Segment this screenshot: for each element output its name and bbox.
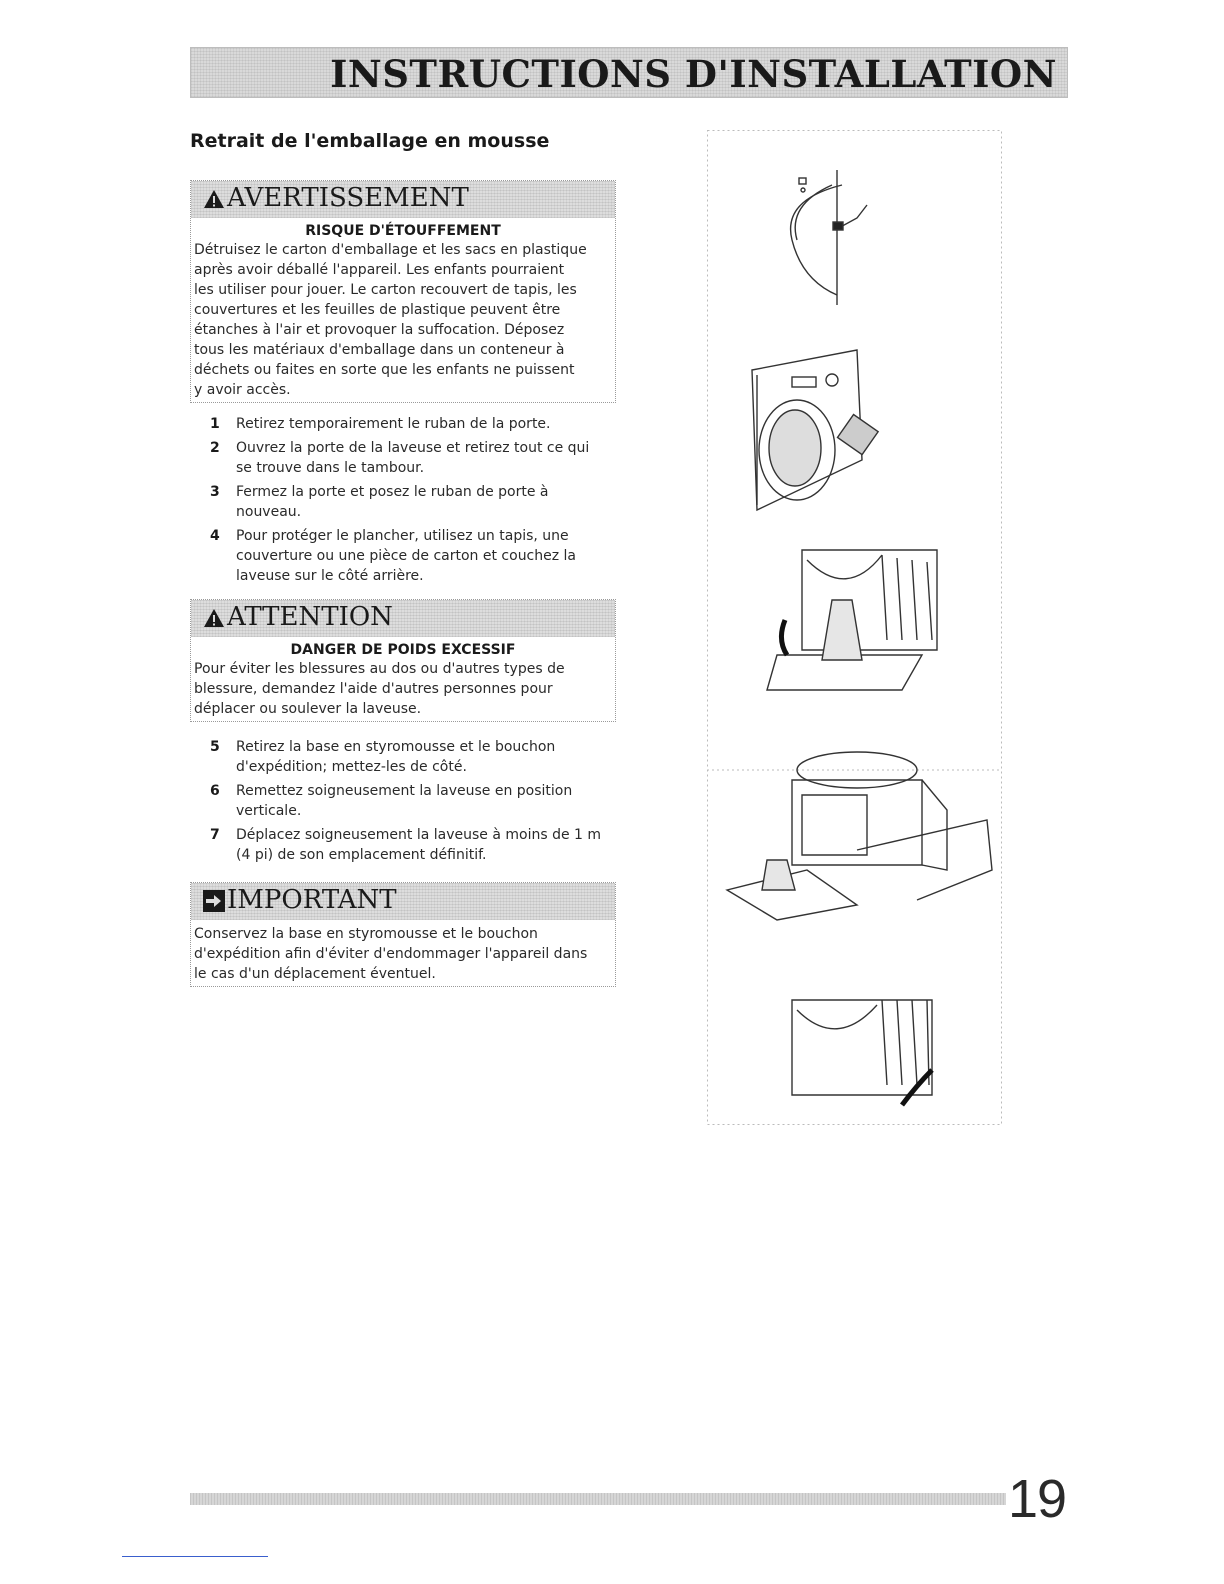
warning-triangle-icon [203, 189, 225, 209]
caution-label: ATTENTION [227, 602, 393, 632]
important-box [190, 882, 616, 987]
door-tape-illustration [791, 170, 867, 305]
step-number: 3 [210, 484, 220, 500]
warning-box [190, 180, 616, 403]
step-number: 7 [210, 827, 220, 843]
caution-subtitle: DANGER DE POIDS EXCESSIF [290, 642, 516, 658]
list-item [210, 825, 610, 865]
step-text: Retirez temporairement le ruban de la porte. [236, 416, 551, 432]
step-text: Ouvrez la porte de la laveuse et retirez tout ce qui se trouve dans le tambour. [236, 440, 590, 476]
list-item [210, 414, 610, 434]
page-number: 19 [1008, 1469, 1067, 1529]
warning-label: AVERTISSEMENT [227, 183, 469, 213]
warning-triangle-icon [203, 608, 225, 628]
list-item [210, 781, 610, 821]
list-item [210, 737, 610, 777]
raise-washer-illustration [792, 1000, 932, 1105]
step-text: Remettez soigneusement la laveuse en position verticale. [236, 783, 573, 819]
header-banner [190, 47, 1068, 98]
step-number: 5 [210, 739, 220, 755]
step-number: 4 [210, 528, 220, 544]
warning-text: Détruisez le carton d'emballage et les sacs en plastique après avoir déballé l'appareil. Les enfants pourraient les utiliser pour jouer. Le carton recouvert de tapis, les couvertures et les feuilles de plastique peuvent être étanches à l'air et provoquer la suffocation. Déposez tous les matériaux d'emballage dans un conteneur à déchets ou faites en sorte que les enfants ne puissent y avoir accès. [194, 242, 587, 398]
step-number: 6 [210, 783, 220, 799]
step-number: 2 [210, 440, 220, 456]
list-item [210, 482, 610, 522]
list-item [210, 526, 610, 586]
important-text: Conservez la base en styromousse et le bouchon d'expédition afin d'éviter d'endommager l'appareil dans le cas d'un déplacement éventuel. [194, 926, 588, 982]
important-arrow-icon [203, 890, 225, 912]
steps-list-b [210, 737, 610, 869]
important-label: IMPORTANT [227, 885, 397, 915]
open-door-illustration [752, 350, 878, 510]
step-text: Pour protéger le plancher, utilisez un tapis, une couverture ou une pièce de carton et couchez la laveuse sur le côté arrière. [236, 528, 577, 584]
page-title: INSTRUCTIONS D'INSTALLATION [330, 52, 1057, 96]
step-text: Déplacez soigneusement la laveuse à moins de 1 m (4 pi) de son emplacement définitif. [236, 827, 602, 863]
upright-washer-illustration [727, 752, 992, 920]
tilted-washer-illustration [767, 550, 937, 690]
section-title: Retrait de l'emballage en mousse [190, 130, 550, 152]
installation-illustrations [707, 130, 1002, 1125]
step-number: 1 [210, 416, 220, 432]
important-box-header [191, 883, 615, 920]
step-text: Fermez la porte et posez le ruban de porte à nouveau. [236, 484, 549, 520]
caution-text: Pour éviter les blessures au dos ou d'autres types de blessure, demandez l'aide d'autres personnes pour déplacer ou soulever la laveuse. [194, 661, 565, 717]
list-item [210, 438, 610, 478]
caution-box-header [191, 600, 615, 637]
warning-box-header [191, 181, 615, 218]
bottom-rule [122, 1556, 268, 1557]
steps-list-a [210, 414, 610, 590]
footer-bar [190, 1493, 1006, 1505]
caution-box [190, 599, 616, 722]
step-text: Retirez la base en styromousse et le bouchon d'expédition; mettez-les de côté. [236, 739, 556, 775]
warning-subtitle: RISQUE D'ÉTOUFFEMENT [305, 223, 501, 239]
